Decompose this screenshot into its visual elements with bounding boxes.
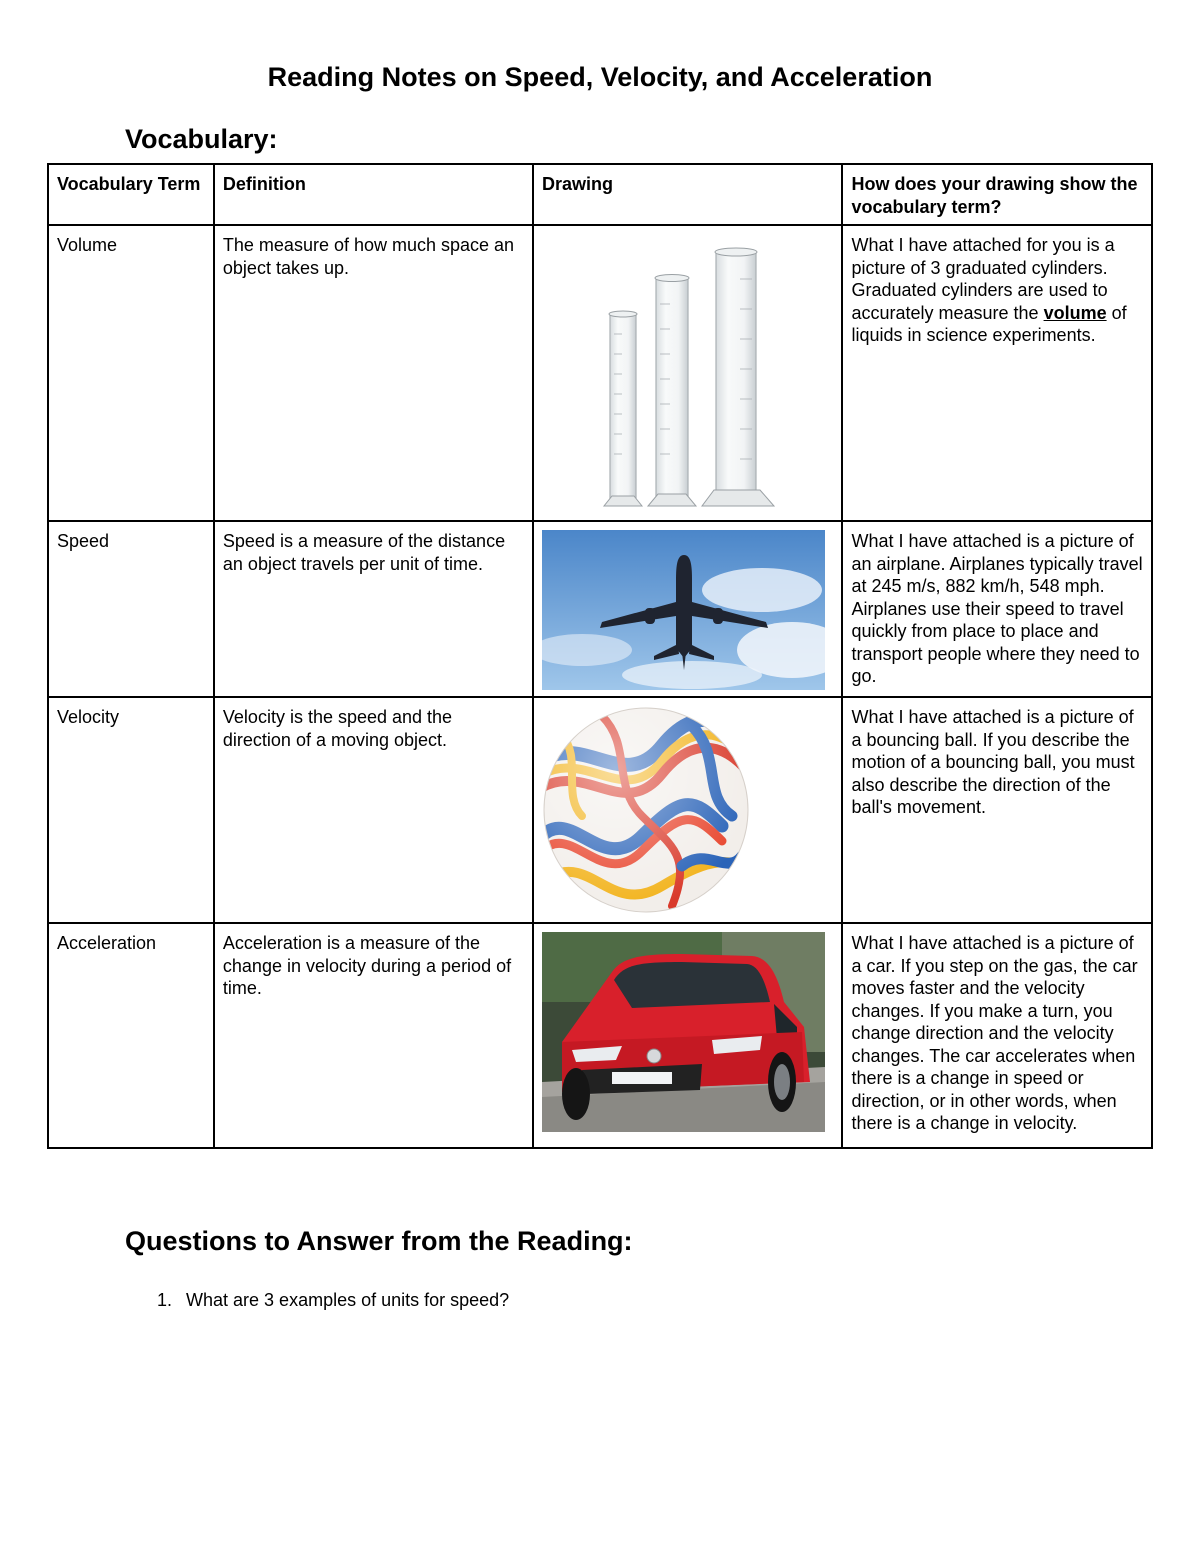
definition-cell: Speed is a measure of the distance an object travels per unit of time. bbox=[214, 521, 533, 697]
questions-heading: Questions to Answer from the Reading: bbox=[125, 1226, 633, 1256]
bouncing-ball-image bbox=[542, 706, 752, 916]
table-row bbox=[48, 923, 1152, 1148]
definition-cell: Acceleration is a measure of the change in velocity during a period of time. bbox=[214, 923, 533, 1148]
definition-cell: The measure of how much space an object takes up. bbox=[214, 225, 533, 521]
drawing-cell bbox=[533, 225, 843, 521]
table-row bbox=[48, 225, 1152, 521]
header-vocabulary-term: Vocabulary Term bbox=[48, 164, 214, 225]
explanation-cell: What I have attached is a picture of a bouncing ball. If you describe the motion of a bouncing ball, you must also describe the direction of the ball's movement. bbox=[842, 697, 1152, 923]
drawing-cell bbox=[533, 521, 843, 697]
list-item bbox=[157, 1290, 509, 1311]
explanation-cell: What I have attached is a picture of an airplane. Airplanes typically travel at 245 m/s, 882 km/h, 548 mph. Airplanes use their speed to travel quickly from place to place and transport people where they need to go. bbox=[842, 521, 1152, 697]
explanation-text-end: of liquids in science experiments. bbox=[851, 302, 1127, 345]
explanation-text: What I have attached for you is a picture of 3 graduated cylinders. Graduated cylinders are used to accurately measure the bbox=[851, 235, 1115, 323]
table-row bbox=[48, 697, 1152, 923]
volume-emphasis: volume bbox=[1043, 302, 1107, 323]
definition-cell: Velocity is the speed and the direction of a moving object. bbox=[214, 697, 533, 923]
table-row bbox=[48, 521, 1152, 697]
vocabulary-table bbox=[47, 163, 1153, 1149]
term-cell: Speed bbox=[48, 521, 214, 697]
vocabulary-heading: Vocabulary: bbox=[125, 124, 278, 154]
drawing-cell bbox=[533, 697, 843, 923]
question-number: 1. bbox=[157, 1290, 173, 1310]
explanation-cell bbox=[842, 225, 1152, 521]
header-definition: Definition bbox=[214, 164, 533, 225]
table-header-row bbox=[48, 164, 1152, 225]
drawing-cell bbox=[533, 923, 843, 1148]
page-title: Reading Notes on Speed, Velocity, and Acceleration bbox=[267, 62, 933, 92]
explanation-cell: What I have attached is a picture of a car. If you step on the gas, the car moves faster and the velocity changes. If you make a turn, you change direction and the velocity changes. The car accelerates when there is a change in speed or direction, or in other words, when there is a change in velocity. bbox=[842, 923, 1152, 1148]
question-text: What are 3 examples of units for speed? bbox=[186, 1290, 510, 1310]
questions-list bbox=[157, 1290, 509, 1311]
term-cell: Volume bbox=[48, 225, 214, 521]
header-drawing: Drawing bbox=[533, 164, 843, 225]
airplane-image bbox=[542, 530, 825, 690]
graduated-cylinders-image bbox=[542, 234, 817, 514]
red-car-image bbox=[542, 932, 825, 1132]
term-cell: Velocity bbox=[48, 697, 214, 923]
term-cell: Acceleration bbox=[48, 923, 214, 1148]
header-explanation: How does your drawing show the vocabulary term? bbox=[842, 164, 1152, 225]
